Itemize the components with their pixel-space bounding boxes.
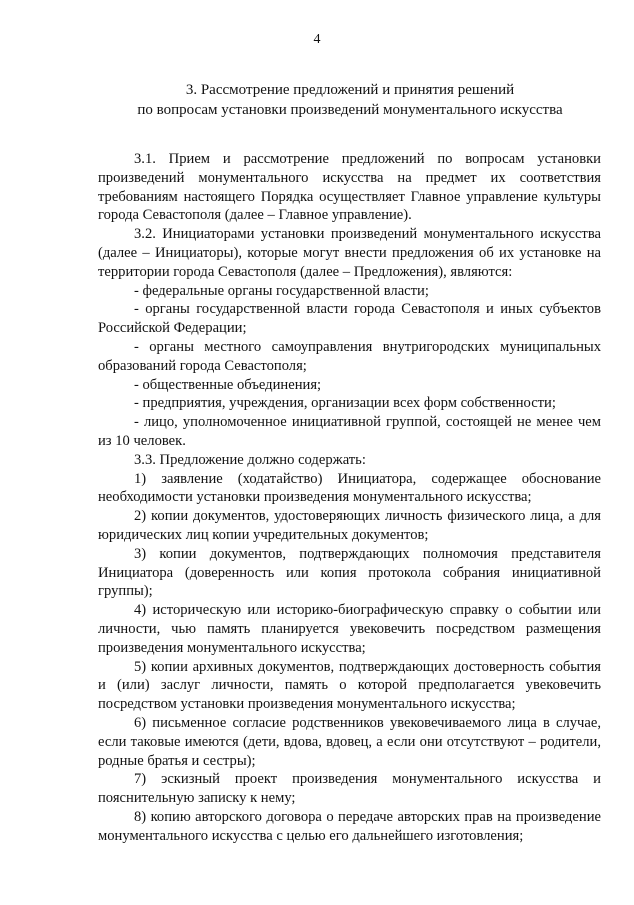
requirement-item: 1) заявление (ходатайство) Инициатора, содержащее обоснование необходимости установки произведения монументального искусства; bbox=[98, 470, 601, 506]
initiator-item: - органы государственной власти города Севастополя и иных субъектов Российской Федерации; bbox=[98, 301, 601, 337]
initiator-item: - предприятия, учреждения, организации всех форм собственности; bbox=[134, 395, 556, 412]
section-heading-line-1: 3. Рассмотрение предложений и принятия решений bbox=[185, 82, 515, 98]
initiator-item: - федеральные органы государственной власти; bbox=[134, 282, 429, 299]
requirement-item: 2) копии документов, удостоверяющих личность физического лица, а для юридических лиц копии учредительных документов; bbox=[98, 508, 601, 543]
paragraph-3-1: 3.1. Прием и рассмотрение предложений по вопросам установки произведений монументального искусства на предмет их соответствия требованиям настоящего Порядка осуществляет Главное управление культуры города Севастополя (далее – Главное управление). bbox=[98, 151, 601, 224]
initiator-item: - лицо, уполномоченное инициативной группой, состоящей не менее чем из 10 человек. bbox=[98, 414, 601, 449]
paragraph-3-3: 3.3. Предложение должно содержать: bbox=[134, 451, 366, 468]
requirement-item: 5) копии архивных документов, подтверждающих достоверность события и (или) заслуг личности, память о которой предполагается увековечить посредством установки произведения монументального искусства; bbox=[98, 658, 601, 713]
initiator-item: - органы местного самоуправления внутригородских муниципальных образований города Севастополя; bbox=[98, 338, 601, 374]
requirement-item: 6) письменное согласие родственников увековечиваемого лица в случае, если таковые имеются (дети, вдова, вдовец, а если они отсутствуют – родители, родные братья и сестры); bbox=[98, 714, 601, 769]
section-heading-line-2: по вопросам установки произведений монументального искусства bbox=[137, 102, 563, 118]
requirement-item: 4) историческую или историко-биографическую справку о событии или личности, чью память планируется увековечить посредством размещения произведения монументального искусства; bbox=[98, 602, 601, 656]
requirement-item: 7) эскизный проект произведения монументального искусства и пояснительную записку к нему; bbox=[98, 771, 601, 807]
page-number: 4 bbox=[313, 32, 321, 47]
section-heading bbox=[100, 80, 600, 120]
paragraph-3-2: 3.2. Инициаторами установки произведений монументального искусства (далее – Инициаторы), которые могут внести предложения об их установке на территории города Севастополя (далее – Предложения), являются: bbox=[98, 226, 601, 280]
requirement-item: 8) копию авторского договора о передаче авторских прав на произведение монументального искусства с целью его дальнейшего изготовления; bbox=[98, 808, 601, 844]
initiator-item: - общественные объединения; bbox=[134, 376, 322, 393]
requirement-item: 3) копии документов, подтверждающих полномочия представителя Инициатора (доверенность или копия протокола собрания инициативной группы); bbox=[98, 545, 601, 600]
document-body bbox=[98, 150, 601, 845]
